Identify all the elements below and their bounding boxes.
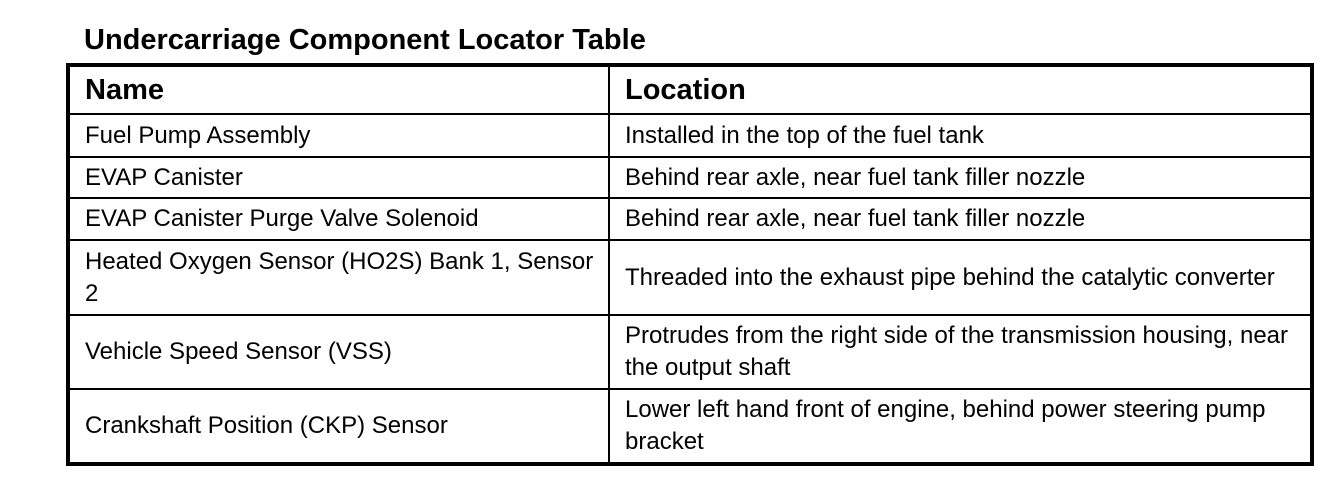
component-name-cell: EVAP Canister — [68, 157, 609, 198]
table-title: Undercarriage Component Locator Table — [84, 24, 646, 56]
component-name-cell: Heated Oxygen Sensor (HO2S) Bank 1, Sensor 2 — [68, 240, 609, 315]
table-row — [68, 114, 1312, 157]
table-row — [68, 315, 1312, 389]
component-location-cell: Lower left hand front of engine, behind power steering pump bracket — [609, 389, 1312, 464]
table-row — [68, 157, 1312, 198]
component-location-cell: Protrudes from the right side of the transmission housing, near the output shaft — [609, 315, 1312, 389]
component-locator-table — [66, 63, 1314, 466]
component-location-cell: Behind rear axle, near fuel tank filler nozzle — [609, 198, 1312, 240]
table-header-row — [68, 65, 1312, 114]
component-location-cell: Installed in the top of the fuel tank — [609, 114, 1312, 157]
component-name-cell: Vehicle Speed Sensor (VSS) — [68, 315, 609, 389]
table-row — [68, 240, 1312, 315]
component-name-cell: Fuel Pump Assembly — [68, 114, 609, 157]
component-location-cell: Threaded into the exhaust pipe behind the catalytic converter — [609, 240, 1312, 315]
column-header-name: Name — [68, 65, 609, 114]
table-row — [68, 389, 1312, 464]
component-name-cell: EVAP Canister Purge Valve Solenoid — [68, 198, 609, 240]
component-name-cell: Crankshaft Position (CKP) Sensor — [68, 389, 609, 464]
table-row — [68, 198, 1312, 240]
component-location-cell: Behind rear axle, near fuel tank filler nozzle — [609, 157, 1312, 198]
column-header-location: Location — [609, 65, 1312, 114]
